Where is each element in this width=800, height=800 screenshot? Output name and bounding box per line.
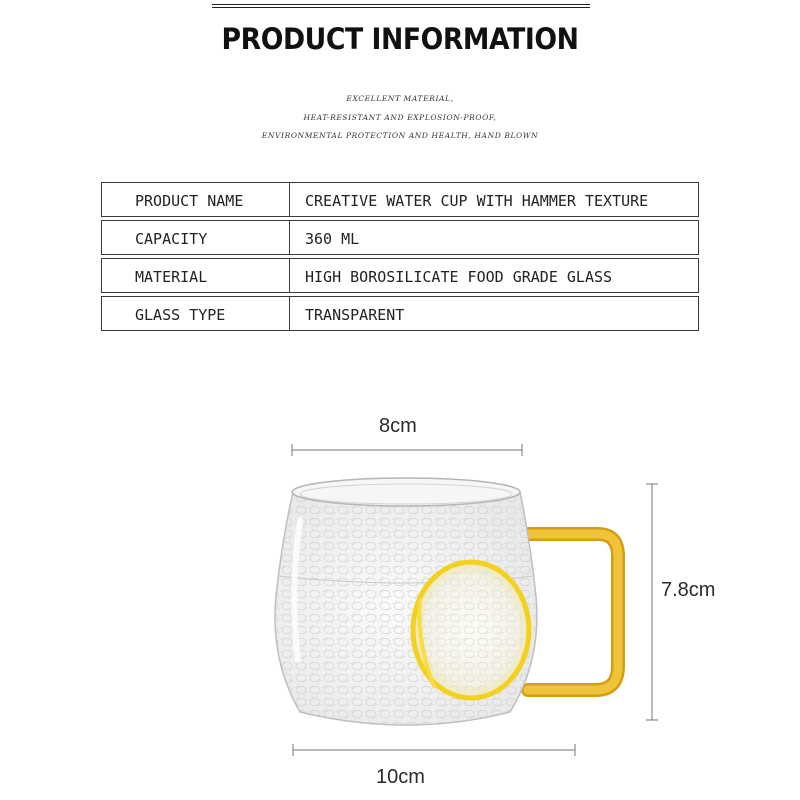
lemon-pulp-texture — [419, 568, 523, 692]
dimension-height-label: 7.8cm — [661, 579, 716, 601]
tagline-2: HEAT-RESISTANT AND EXPLOSION-PROOF, — [303, 113, 497, 122]
spec-label: MATERIAL — [135, 268, 208, 286]
tagline-3: ENVIRONMENTAL PROTECTION AND HEALTH, HAND BLOWN — [261, 131, 539, 140]
lemon-slice — [413, 562, 529, 698]
dimension-bottom-width-label: 10cm — [376, 766, 425, 788]
spec-value: TRANSPARENT — [305, 306, 405, 324]
spec-value: CREATIVE WATER CUP WITH HAMMER TEXTURE — [305, 192, 649, 210]
dimension-top-width-label: 8cm — [379, 415, 417, 437]
spec-value: HIGH BOROSILICATE FOOD GRADE GLASS — [305, 268, 613, 286]
dimension-height — [646, 484, 658, 720]
spec-label: GLASS TYPE — [135, 306, 226, 324]
spec-label: PRODUCT NAME — [135, 192, 244, 210]
dimension-top-width — [292, 444, 522, 456]
glass-rim — [292, 478, 520, 506]
spec-label: CAPACITY — [135, 230, 208, 248]
spec-value: 360 ML — [305, 230, 360, 248]
page-title: PRODUCT INFORMATION — [221, 22, 579, 56]
tagline-1: EXCELLENT MATERIAL, — [346, 94, 454, 103]
dimension-bottom-width — [293, 744, 575, 756]
